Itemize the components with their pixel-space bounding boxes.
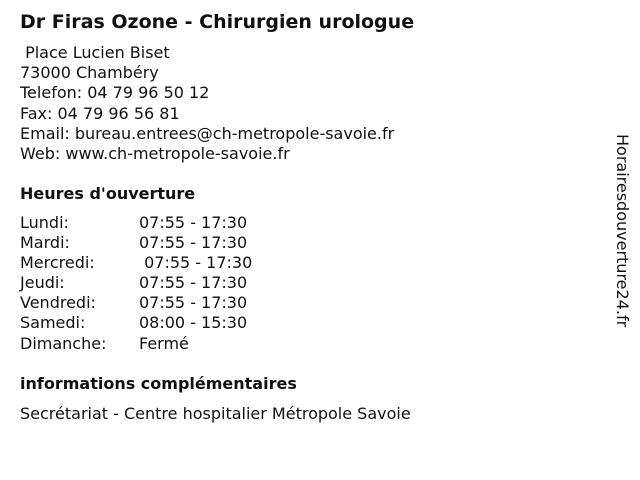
additional-info-heading: informations complémentaires bbox=[20, 374, 297, 393]
opening-hours-table bbox=[20, 213, 252, 354]
website: Web: www.ch-metropole-savoie.fr bbox=[20, 144, 290, 164]
day-label: Lundi: bbox=[20, 213, 69, 232]
time-range: 07:55 - 17:30 bbox=[139, 253, 253, 273]
time-range: 07:55 - 17:30 bbox=[139, 213, 248, 232]
time-range: 07:55 - 17:30 bbox=[139, 233, 248, 253]
phone-number: Telefon: 04 79 96 50 12 bbox=[20, 83, 210, 103]
additional-info-text: Secrétariat - Centre hospitalier Métropole Savoie bbox=[20, 404, 411, 423]
hours-row-samedi bbox=[20, 313, 252, 333]
fax-number: Fax: 04 79 96 56 81 bbox=[20, 103, 180, 123]
day-label: Jeudi: bbox=[20, 273, 65, 293]
street-address: Place Lucien Biset bbox=[20, 43, 170, 62]
time-range: Fermé bbox=[139, 333, 189, 353]
hours-row-mardi bbox=[20, 233, 252, 253]
opening-hours-heading: Heures d'ouverture bbox=[20, 184, 196, 203]
time-range: 08:00 - 15:30 bbox=[139, 313, 248, 333]
site-watermark: Horairesdouverture24.fr bbox=[613, 134, 632, 328]
day-label: Samedi: bbox=[20, 313, 86, 333]
time-range: 07:55 - 17:30 bbox=[139, 273, 248, 293]
day-label: Dimanche: bbox=[20, 333, 107, 353]
contact-block bbox=[20, 43, 394, 164]
hours-row-mercredi bbox=[20, 253, 252, 273]
day-label: Vendredi: bbox=[20, 293, 96, 313]
email-address: Email: bureau.entrees@ch-metropole-savoie.fr bbox=[20, 123, 395, 143]
hours-row-lundi bbox=[20, 213, 252, 233]
hours-row-vendredi bbox=[20, 293, 252, 313]
hours-row-jeudi bbox=[20, 273, 252, 293]
time-range: 07:55 - 17:30 bbox=[139, 293, 248, 313]
day-label: Mercredi: bbox=[20, 253, 95, 273]
city-postal-code: 73000 Chambéry bbox=[20, 63, 159, 83]
day-label: Mardi: bbox=[20, 233, 70, 253]
page-title: Dr Firas Ozone - Chirurgien urologue bbox=[20, 11, 415, 33]
hours-row-dimanche bbox=[20, 334, 252, 354]
